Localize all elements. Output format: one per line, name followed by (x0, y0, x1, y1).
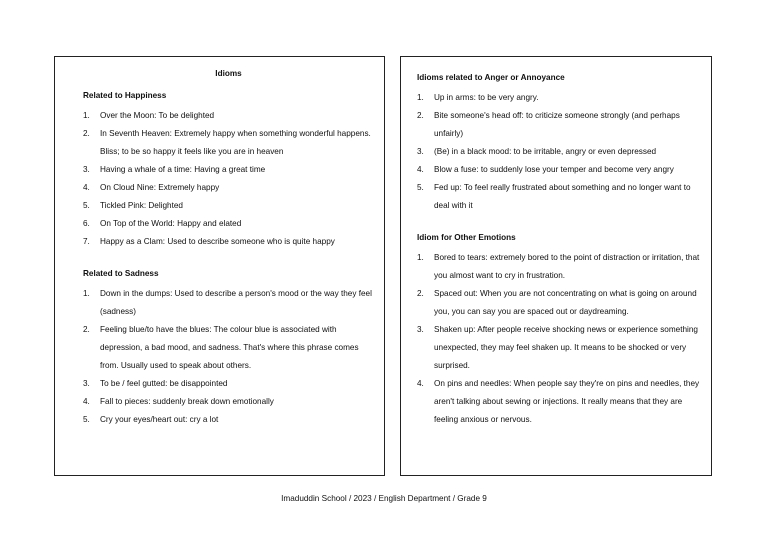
item-text: On Top of the World: Happy and elated (100, 219, 242, 228)
item-text: On pins and needles: When people say they're on pins and needles, they aren't talking about sewing or injections. It really means that they are feeling anxious or nervous. (434, 379, 700, 424)
item-text: Blow a fuse: to suddenly lose your temper and become very angry (434, 165, 674, 174)
item-number: 2. (417, 289, 424, 298)
idioms-box-left (54, 56, 385, 476)
list-item (83, 197, 374, 215)
item-text: Having a whale of a time: Having a great time (100, 165, 266, 174)
list-item (83, 161, 374, 179)
list-item (83, 393, 374, 411)
item-text: Over the Moon: To be delighted (100, 111, 215, 120)
item-text: Down in the dumps: Used to describe a person's mood or the way they feel (sadness) (100, 289, 372, 316)
list-item (417, 107, 701, 143)
list-item (83, 107, 374, 125)
idioms-box-right (400, 56, 712, 476)
item-number: 3. (83, 379, 90, 388)
item-text: Fall to pieces: suddenly break down emotionally (100, 397, 274, 406)
item-number: 6. (83, 219, 90, 228)
list-item (417, 375, 701, 429)
item-text: Up in arms: to be very angry. (434, 93, 539, 102)
item-number: 1. (83, 289, 90, 298)
list-item (83, 375, 374, 393)
item-text: Spaced out: When you are not concentrating on what is going on around you, you can say you are spaced out or daydreaming. (434, 289, 697, 316)
happiness-list (83, 107, 374, 251)
list-item (417, 179, 701, 215)
section-gap (417, 215, 701, 231)
item-text: (Be) in a black mood: to be irritable, angry or even depressed (434, 147, 657, 156)
item-text: Feeling blue/to have the blues: The colour blue is associated with depression, a bad mood, and sadness. That's where this phrase comes from. Usually used to speak about others. (100, 325, 359, 370)
section-gap (83, 251, 374, 267)
item-number: 1. (417, 93, 424, 102)
item-text: Shaken up: After people receive shocking news or experience something unexpected, they may feel shaken up. It means to be shocked or very surprised. (434, 325, 698, 370)
item-text: Fed up: To feel really frustrated about something and no longer want to deal with it (434, 183, 691, 210)
item-number: 3. (83, 165, 90, 174)
page-title: Idioms (215, 69, 242, 78)
list-item (417, 89, 701, 107)
item-text: Bored to tears: extremely bored to the point of distraction or irritation, that you almost want to cry in frustration. (434, 253, 700, 280)
item-text: On Cloud Nine: Extremely happy (100, 183, 220, 192)
item-number: 7. (83, 237, 90, 246)
list-item (83, 233, 374, 251)
anger-heading: Idioms related to Anger or Annoyance (417, 73, 565, 82)
item-number: 2. (417, 111, 424, 120)
item-text: Cry your eyes/heart out: cry a lot (100, 415, 219, 424)
list-item (83, 411, 374, 429)
item-number: 5. (83, 415, 90, 424)
item-number: 1. (83, 111, 90, 120)
happiness-heading: Related to Happiness (83, 91, 167, 100)
item-number: 3. (417, 325, 424, 334)
sadness-list (83, 285, 374, 429)
item-number: 4. (83, 183, 90, 192)
item-number: 5. (417, 183, 424, 192)
item-number: 4. (417, 379, 424, 388)
item-text: In Seventh Heaven: Extremely happy when something wonderful happens. Bliss; to be so happy it feels like you are in heaven (100, 129, 371, 156)
list-item (83, 179, 374, 197)
item-text: To be / feel gutted: be disappointed (100, 379, 228, 388)
item-number: 2. (83, 325, 90, 334)
item-text: Bite someone's head off: to criticize someone strongly (and perhaps unfairly) (434, 111, 680, 138)
item-number: 4. (417, 165, 424, 174)
list-item (417, 249, 701, 285)
list-item (417, 143, 701, 161)
item-number: 1. (417, 253, 424, 262)
page-footer: Imaduddin School / 2023 / English Department / Grade 9 (281, 494, 487, 503)
sadness-heading: Related to Sadness (83, 269, 159, 278)
list-item (417, 161, 701, 179)
list-item (83, 215, 374, 233)
other-emotions-heading: Idiom for Other Emotions (417, 233, 516, 242)
list-item (83, 125, 374, 161)
item-text: Tickled Pink: Delighted (100, 201, 183, 210)
item-number: 2. (83, 129, 90, 138)
item-text: Happy as a Clam: Used to describe someone who is quite happy (100, 237, 335, 246)
list-item (83, 321, 374, 375)
list-item (83, 285, 374, 321)
item-number: 3. (417, 147, 424, 156)
item-number: 5. (83, 201, 90, 210)
other-emotions-list (417, 249, 701, 429)
item-number: 4. (83, 397, 90, 406)
list-item (417, 285, 701, 321)
anger-list (417, 89, 701, 215)
list-item (417, 321, 701, 375)
